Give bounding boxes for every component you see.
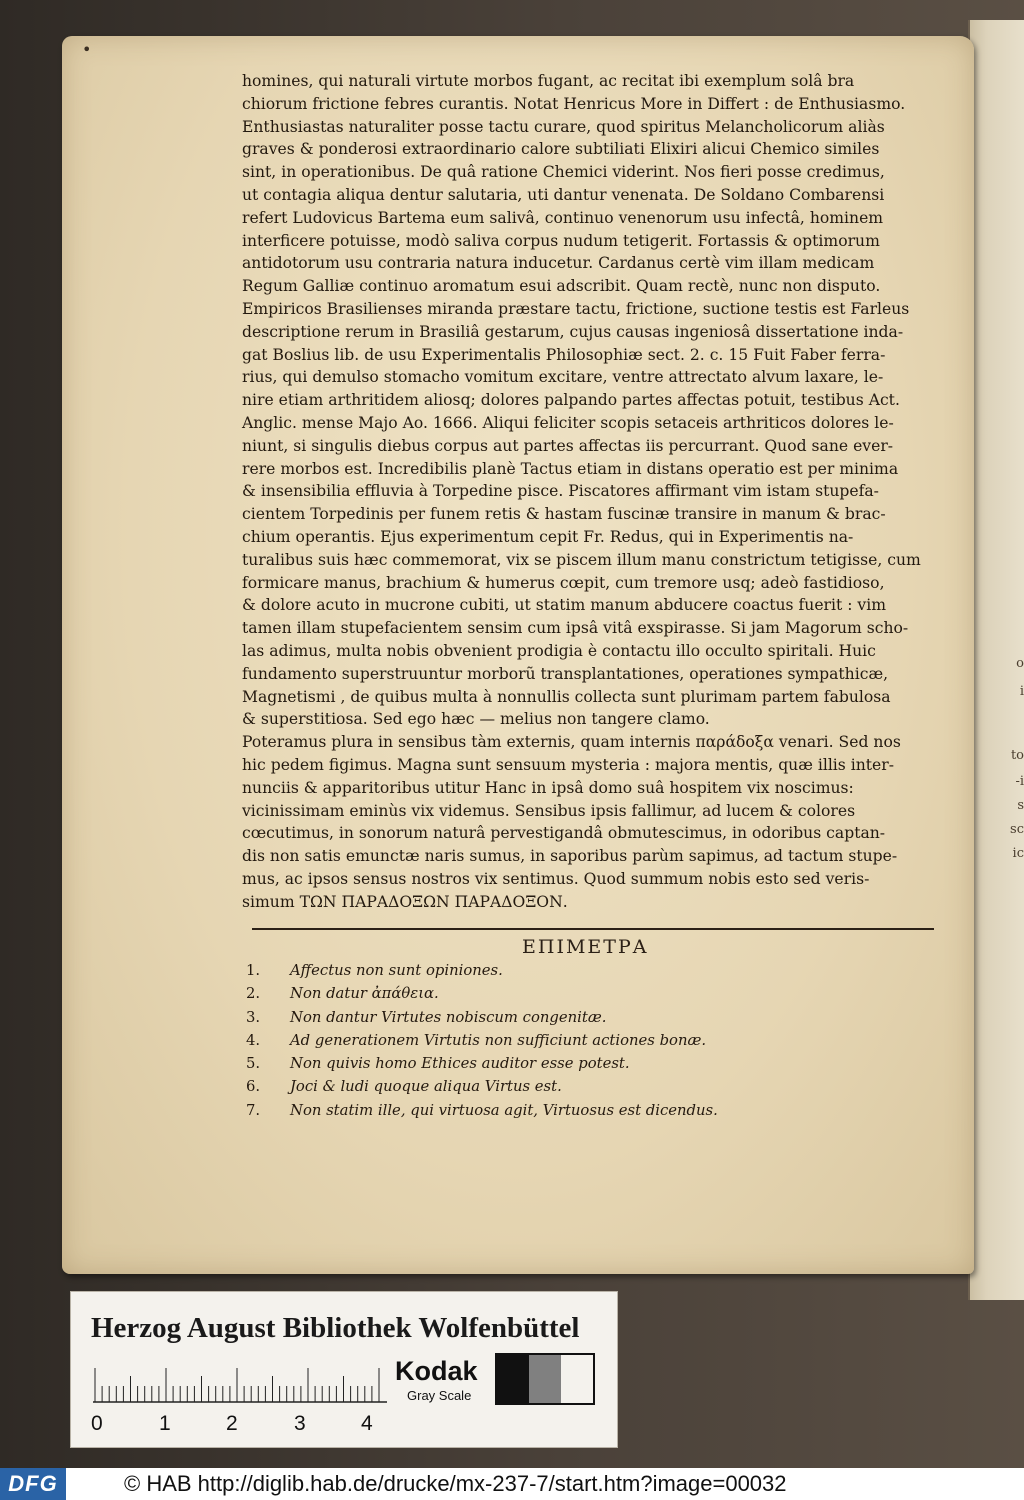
section-divider [252,928,934,930]
text-line: Regum Galliæ continuo aromatum esui adscribit. Quam rectè, nunc non disputo. [242,277,881,296]
epimetra-number: 2. [246,985,261,1003]
text-line: & insensibilia effluvia à Torpedine pisce. Piscatores affirmant vim istam stupefa- [242,482,879,501]
adjacent-page-fragment: ic [1012,846,1024,861]
body-text [242,70,942,913]
text-line: & dolore acuto in mucrone cubiti, ut statim manum abducere coactus fuerit : vim [242,596,887,615]
gray-swatch [529,1355,561,1403]
epimetra-item [246,1102,866,1125]
epimetra-number: 5. [246,1055,261,1073]
text-line: tamen illam stupefacientem sensim cum ipsâ vitâ exspirasse. Si jam Magorum scho- [242,619,909,638]
ruler-number: 2 [226,1412,238,1435]
text-line: homines, qui naturali virtute morbos fugant, ac recitat ibi exemplum solâ bra [242,72,855,90]
epimetra-item [246,1055,866,1078]
epimetra-number: 4. [246,1031,261,1049]
text-line: descriptione rerum in Brasiliâ gestarum, cujus causas ingeniosâ dissertatione inda- [242,322,904,341]
epimetra-item [246,1078,866,1101]
epimetra-number: 1. [246,962,261,979]
text-line: hic pedem figimus. Magna sunt sensuum mysteria : majora mentis, quæ illis inter- [242,755,894,774]
gray-swatch [561,1355,593,1403]
text-line: & superstitiosa. Sed ego hæc — melius non tangere clamo. [242,710,710,729]
adjacent-page-fragment: -i [1015,774,1024,789]
gray-scale-swatches [495,1353,595,1405]
text-line: las adimus, multa nobis obvenient prodigia è contactu illo occulto spiritali. Huic [242,641,876,660]
epimetra-item [246,1032,866,1055]
ruler-number: 4 [361,1412,373,1435]
library-label-card [70,1291,618,1448]
text-line: turalibus suis hæc commemorat, vix se piscem illum manu constrictum tetigisse, cum [242,550,921,569]
text-line: ut contagia aliqua dentur salutaria, uti dantur venenata. De Soldano Combarensi [242,185,885,204]
epimetra-text: Affectus non sunt opiniones. [290,962,503,979]
epimetra-text: Joci & ludi quoque aliqua Virtus est. [290,1078,562,1096]
adjacent-page-fragment: i [1019,684,1024,699]
adjacent-page-fragment: o [1016,656,1024,671]
text-line: interficere potuisse, modò saliva corpus nudum tetigerit. Fortassis & optimorum [242,231,880,250]
text-line: cientem Torpedinis per funem retis & hastam fuscinæ transire in manum & brac- [242,505,886,524]
text-line: chium operantis. Ejus experimentum cepit Fr. Redus, qui in Experimentis na- [242,527,854,546]
text-line: simum ΤΩΝ ΠΑΡΑΔΟΞΩΝ ΠΑΡΑΔΟΞΟΝ. [242,892,568,911]
epimetra-text: Non dantur Virtutes nobiscum congenitæ. [290,1008,607,1026]
text-line: Poteramus plura in sensibus tàm externis, quam internis παράδοξα venari. Sed nos [242,733,901,752]
library-name: Herzog August Bibliothek Wolfenbüttel [91,1312,580,1344]
gray-scale-label: Gray Scale [407,1388,472,1403]
text-line: rere morbos est. Incredibilis planè Tactus etiam in distans operatio est per minima [242,459,899,478]
adjacent-page-fragment: s [1017,798,1024,813]
kodak-brand: Kodak [395,1356,478,1386]
text-line: graves & ponderosi extraordinario calore subtiliati Elixiri alicui Chemico similes [242,140,880,159]
epimetra-item [246,962,866,985]
text-line: formicare manus, brachium & humerus cœpit, cum tremore usq; adeò fastidioso, [242,573,885,592]
epimetra-text: Non datur ἀπάθεια. [290,985,439,1003]
text-line: mus, ac ipsos sensus nostros vix sentimus. Quod summum nobis esto sed veris- [242,869,870,888]
text-line: nire etiam arthritidem aliosq; dolores palpando partes affectas potuit, testibus Act. [242,391,900,410]
epimetra-list [246,962,866,1125]
epimetra-text: Ad generationem Virtutis non sufficiunt actiones bonæ. [290,1031,707,1049]
epimetra-title: ΕΠΙΜΕΤΡΑ [522,936,649,958]
text-line: refert Ludovicus Bartema eum salivâ, continuo venenorum usu infectâ, hominem [242,208,884,227]
copyright-url[interactable]: © HAB http://diglib.hab.de/drucke/mx-237-7/start.htm?image=00032 [124,1471,787,1496]
text-line: antidotorum usu contraria natura inducetur. Cardanus certè vim illam medicam [242,254,875,273]
text-line: Enthusiastas naturaliter posse tactu curare, quod spiritus Melancholicorum aliàs [242,117,885,136]
text-line: nunciis & apparitoribus utitur Hanc in ipsâ domo suâ hospitem vix noscimus: [242,778,854,797]
dfg-logo: DFG [0,1468,66,1500]
page-mark: • [82,40,92,59]
text-line: Anglic. mense Majo Ao. 1666. Aliqui feliciter scopis setaceis arthriticos dolores le- [242,413,894,432]
epimetra-item [246,985,866,1008]
epimetra-item [246,1009,866,1032]
ruler-number: 0 [91,1412,103,1435]
epimetra-number: 6. [246,1078,261,1096]
ruler-scale [91,1364,391,1404]
text-line: dis non satis emunctæ naris sumus, in saporibus parùm sapimus, ad tactum stupe- [242,847,898,866]
text-line: cœcutimus, in sonorum naturâ pervestigandâ obmutescimus, in odoribus captan- [242,824,886,843]
epimetra-number: 3. [246,1008,261,1026]
text-line: rius, qui demulso stomacho vomitum excitare, ventre attrectato alvum laxare, le- [242,368,884,387]
epimetra-number: 7. [246,1101,261,1119]
text-line: fundamento superstruuntur morborũ transplantationes, operationes sympathicæ, [242,664,889,683]
text-line: gat Boslius lib. de usu Experimentalis Philosophiæ sect. 2. c. 15 Fuit Faber ferra- [242,345,886,364]
epimetra-text: Non quivis homo Ethices auditor esse potest. [290,1055,630,1073]
text-line: sint, in operationibus. De quâ ratione Chemici viderint. Nos fieri posse credimus, [242,163,885,182]
adjacent-page-fragment: sc [1010,822,1024,837]
gray-swatch [497,1355,529,1403]
ruler-number: 3 [294,1412,306,1435]
adjacent-page-fragment: to [1010,748,1024,763]
footer-bar [0,1468,1024,1500]
text-line: vicinissimam eminùs vix videmus. Sensibus ipsis fallimur, ad lucem & colores [242,801,856,820]
text-line: chiorum frictione febres curantis. Notat Henricus More in Differt : de Enthusiasmo. [242,94,906,113]
epimetra-text: Non statim ille, qui virtuosa agit, Virtuosus est dicendus. [290,1101,718,1119]
text-line: Magnetismi , de quibus multa à nonnullis collecta sunt plurimam partem fabulosa [242,687,891,706]
ruler-number: 1 [159,1412,171,1435]
adjacent-page-edge [968,20,1024,1300]
text-line: Empiricos Brasilienses miranda præstare tactu, frictione, suctione testis est Farleus [242,299,910,318]
text-line: niunt, si singulis diebus corpus aut partes affectas iis percurrant. Quod sane ever- [242,436,894,455]
